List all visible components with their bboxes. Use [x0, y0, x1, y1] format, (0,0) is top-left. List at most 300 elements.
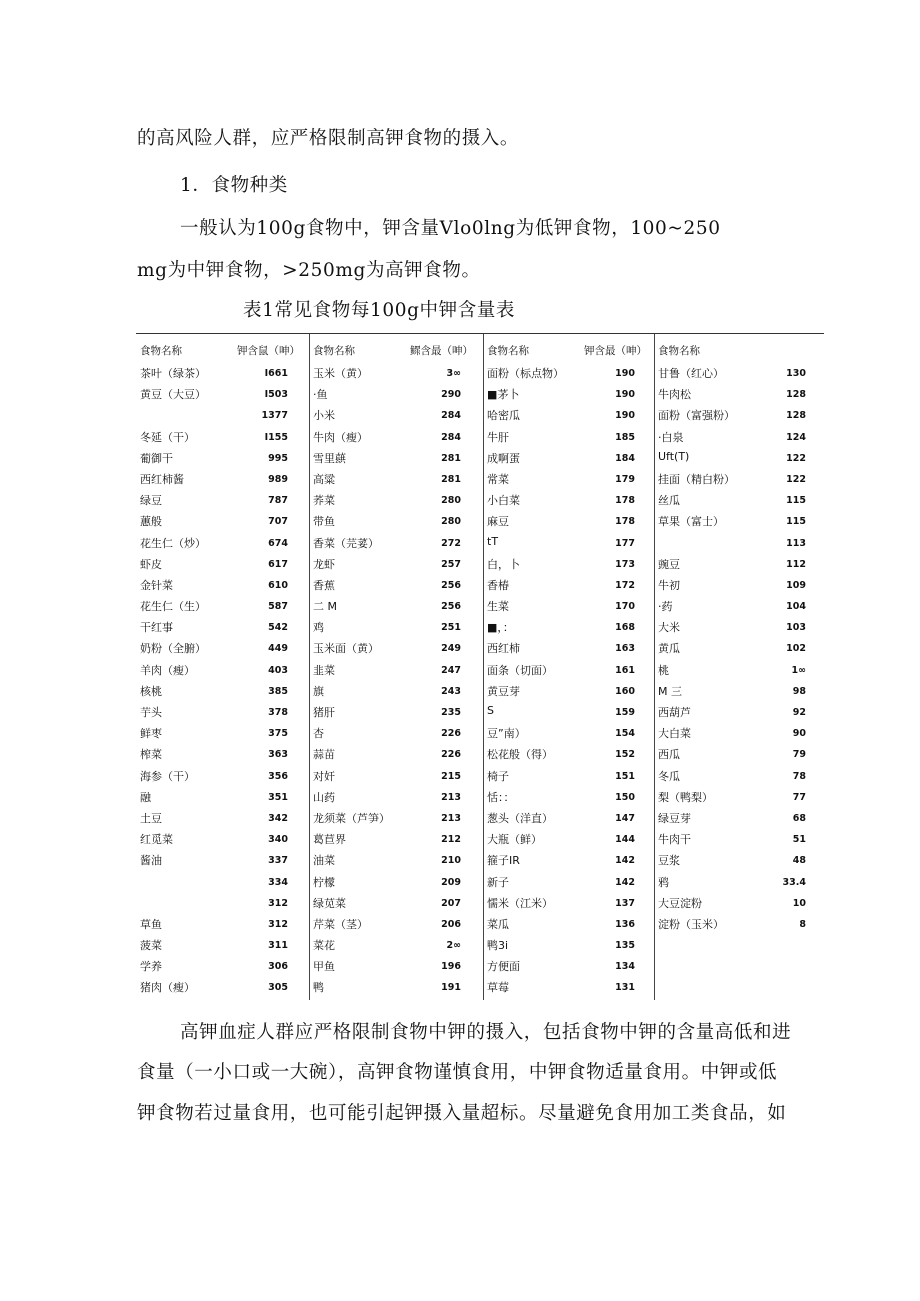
food-name: 小米 — [313, 409, 335, 423]
potassium-value: 403 — [268, 664, 288, 676]
table-row — [140, 828, 306, 849]
table-row — [313, 680, 479, 701]
table-row — [313, 574, 479, 595]
food-name: 葱头（洋直） — [487, 811, 553, 825]
potassium-value: 8 — [799, 918, 806, 930]
table-row — [313, 955, 479, 976]
table-row — [658, 574, 824, 595]
table-row — [313, 934, 479, 955]
table-row — [487, 362, 653, 383]
table-row — [658, 553, 824, 574]
food-name: ■茅卜 — [487, 388, 520, 402]
table-row — [140, 807, 306, 828]
food-name: ·药 — [658, 600, 673, 614]
food-name: 绿豆 — [140, 494, 162, 508]
food-name: 雪里蕻 — [313, 451, 346, 465]
potassium-value: 256 — [441, 601, 461, 613]
potassium-value: 159 — [615, 707, 635, 718]
potassium-value: 449 — [268, 643, 288, 655]
food-name: 懦米（江米） — [487, 896, 553, 910]
table-row — [140, 447, 306, 468]
food-name: 鸭3i — [487, 939, 509, 953]
food-name: 龙虾 — [313, 557, 335, 571]
table-row — [313, 701, 479, 722]
food-name: 油菜 — [313, 854, 335, 868]
table-row — [658, 489, 824, 510]
potassium-value: 226 — [441, 749, 461, 761]
food-name: 奶粉（全腑） — [140, 642, 206, 656]
food-name: 新子 — [487, 875, 509, 889]
table-row — [313, 510, 479, 531]
food-name: 菜瓜 — [487, 917, 509, 931]
food-name: 黄豆芽 — [487, 684, 520, 698]
table-row — [487, 532, 653, 553]
food-name: 金针菜 — [140, 578, 173, 592]
table-row — [140, 955, 306, 976]
table-row — [313, 743, 479, 764]
potassium-value: 124 — [786, 431, 806, 443]
column-header — [313, 340, 479, 362]
food-name: 羊肉（瘦） — [140, 663, 195, 677]
potassium-value: 113 — [786, 537, 806, 549]
potassium-value: 206 — [441, 918, 461, 930]
table-row — [658, 765, 824, 786]
potassium-value: 209 — [441, 876, 461, 888]
food-name: M 三 — [658, 684, 682, 698]
table-row — [658, 892, 824, 913]
potassium-value: 281 — [441, 452, 461, 464]
food-name: 牛肉（瘦） — [313, 430, 368, 444]
potassium-value: 290 — [441, 389, 461, 401]
potassium-value: 177 — [615, 537, 635, 549]
potassium-value: 3∞ — [446, 368, 461, 379]
potassium-value: 1377 — [261, 410, 288, 422]
table-row — [313, 913, 479, 934]
table-rows — [140, 362, 306, 998]
table-row — [487, 637, 653, 658]
potassium-value: 617 — [268, 558, 288, 570]
table-row — [658, 849, 824, 870]
food-name: 黄瓜 — [658, 642, 680, 656]
food-name: 香椿 — [487, 578, 509, 592]
food-name: 豆”南） — [487, 727, 526, 741]
table-top-rule — [136, 333, 824, 334]
food-name: 鲜枣 — [140, 727, 162, 741]
potassium-value: 249 — [441, 643, 461, 655]
food-name: 荞菜 — [313, 494, 335, 508]
potassium-value: 115 — [786, 495, 806, 507]
potassium-value: 305 — [268, 982, 288, 994]
table-rows — [313, 362, 479, 998]
food-name: 草鱼 — [140, 917, 162, 931]
table-row — [487, 722, 653, 743]
potassium-value: 170 — [615, 601, 635, 613]
potassium-value: 163 — [615, 643, 635, 655]
food-name: ·白泉 — [658, 430, 684, 444]
potassium-value: 33.4 — [782, 876, 806, 888]
food-name: 牛初 — [658, 578, 680, 592]
food-name: 旗 — [313, 684, 324, 698]
food-name: 海参（干） — [140, 769, 195, 783]
table-row — [140, 934, 306, 955]
table-row — [140, 765, 306, 786]
food-name: 猪肉（瘦） — [140, 981, 195, 995]
table-row — [487, 934, 653, 955]
table-row — [313, 426, 479, 447]
table-row — [313, 447, 479, 468]
potassium-value: 128 — [786, 389, 806, 401]
food-name: 土豆 — [140, 811, 162, 825]
column-header — [140, 340, 306, 362]
food-name: 方便面 — [487, 960, 520, 974]
table-row — [658, 383, 824, 404]
food-name: 大豆淀粉 — [658, 896, 702, 910]
food-name: 大米 — [658, 621, 680, 635]
header-food-name: 食物名称 — [487, 345, 529, 357]
food-name: 柠檬 — [313, 875, 335, 889]
potassium-value: 284 — [441, 431, 461, 443]
food-name: 豆浆 — [658, 854, 680, 868]
food-name: 大瓶（鲜） — [487, 833, 542, 847]
potassium-value: I155 — [264, 431, 288, 443]
food-name: 香菜（芫荽） — [313, 536, 379, 550]
table-column-3 — [483, 340, 653, 1002]
food-name: 葡御干 — [140, 451, 173, 465]
table-row — [313, 553, 479, 574]
potassium-value: 2∞ — [446, 940, 461, 952]
table-row — [140, 892, 306, 913]
food-name: 玉米（黄） — [313, 367, 368, 380]
column-header — [487, 340, 653, 362]
potassium-value: 312 — [268, 897, 288, 909]
table-row — [487, 595, 653, 616]
table-row — [140, 659, 306, 680]
food-name: 草果（富士） — [658, 515, 724, 529]
food-name: 高粱 — [313, 472, 335, 486]
food-name: 鸡 — [313, 621, 324, 635]
table-row — [313, 892, 479, 913]
table-row — [140, 680, 306, 701]
table-row — [140, 362, 306, 383]
food-name: 西葫芦 — [658, 706, 691, 719]
potassium-value: 351 — [268, 791, 288, 803]
potassium-value: 610 — [268, 579, 288, 591]
food-name: 对奸 — [313, 769, 335, 783]
potassium-value: 280 — [441, 495, 461, 507]
food-name: 淀粉（玉米） — [658, 917, 724, 931]
table-row — [140, 532, 306, 553]
paragraph-3-line-2: 食量（一小口或一大碗），高钾食物谨慎食用，中钾食物适量食用。中钾或低 — [137, 1062, 778, 1083]
table-column-4 — [654, 340, 824, 1002]
food-name: 甘鲁（红心） — [658, 367, 724, 380]
table-row — [313, 532, 479, 553]
table-row — [658, 807, 824, 828]
potassium-value: 243 — [441, 685, 461, 697]
food-name: 甲鱼 — [313, 960, 335, 974]
potassium-value: 178 — [615, 516, 635, 528]
potassium-value: 184 — [615, 452, 635, 464]
food-name: 香蕉 — [313, 578, 335, 592]
table-row — [487, 976, 653, 997]
potassium-value: 90 — [792, 728, 806, 740]
potassium-value: 378 — [268, 707, 288, 718]
potassium-value: 136 — [615, 918, 635, 930]
food-name: 面粉（标点物） — [487, 367, 564, 380]
potassium-value: 342 — [268, 812, 288, 824]
table-row — [487, 680, 653, 701]
food-name: ·鱼 — [313, 388, 328, 402]
table-row — [487, 849, 653, 870]
potassium-value: 142 — [615, 855, 635, 867]
food-name: Uft(T) — [658, 449, 690, 463]
table-row — [658, 828, 824, 849]
header-food-name: 食物名称 — [313, 345, 355, 357]
paragraph-2-line-2: mg为中钾食物，>250mg为高钾食物。 — [137, 260, 481, 281]
food-name: 芹菜（茎） — [313, 917, 368, 931]
potassium-value: 152 — [615, 749, 635, 761]
potassium-value: 151 — [615, 770, 635, 782]
table-row — [140, 383, 306, 404]
food-name: 红觅菜 — [140, 833, 173, 847]
food-name: 挂面（精白粉） — [658, 472, 735, 486]
table-row — [487, 510, 653, 531]
potassium-value: 51 — [792, 834, 806, 846]
table-row — [658, 701, 824, 722]
table-row — [658, 680, 824, 701]
potassium-value: 226 — [441, 728, 461, 740]
potassium-value: 134 — [615, 961, 635, 973]
food-name: 榨菜 — [140, 748, 162, 762]
table-row — [658, 743, 824, 764]
food-name: ■，： — [487, 621, 514, 635]
potassium-value: 115 — [786, 516, 806, 528]
food-name: 西瓜 — [658, 748, 680, 762]
potassium-value: 122 — [786, 473, 806, 485]
table-row — [140, 426, 306, 447]
section-heading: 1．食物种类 — [180, 175, 288, 196]
table-row — [140, 468, 306, 489]
food-name: 牛肉松 — [658, 388, 691, 402]
table-row — [140, 743, 306, 764]
table-row — [658, 447, 824, 468]
table-row — [487, 468, 653, 489]
food-name: 松花般（得） — [487, 748, 553, 762]
table-row — [487, 447, 653, 468]
table-row — [658, 871, 824, 892]
table-row — [487, 828, 653, 849]
food-name: 牛肝 — [487, 430, 509, 444]
food-name: 学养 — [140, 960, 162, 974]
potassium-value: 160 — [615, 685, 635, 697]
table-rows — [658, 362, 824, 934]
food-name: 丝瓜 — [658, 494, 680, 508]
header-potassium: 钾含最（呻） — [584, 345, 647, 357]
table-row — [487, 892, 653, 913]
table-row — [140, 595, 306, 616]
table-row — [140, 574, 306, 595]
food-name: 冬延（干） — [140, 430, 195, 444]
table-row — [140, 637, 306, 658]
food-name: 牛肉干 — [658, 833, 691, 847]
potassium-value: 247 — [441, 664, 461, 676]
potassium-value: 191 — [441, 982, 461, 994]
food-name: 杏 — [313, 727, 324, 741]
potassium-value: 213 — [441, 791, 461, 803]
table-row — [487, 574, 653, 595]
table-row — [313, 383, 479, 404]
table-row — [140, 404, 306, 425]
potassium-value: 251 — [441, 622, 461, 634]
potassium-value: 196 — [441, 961, 461, 973]
food-name: 桃 — [658, 663, 669, 677]
table-row — [313, 404, 479, 425]
potassium-value: 312 — [268, 918, 288, 930]
potassium-value: 787 — [268, 495, 288, 507]
table-row — [658, 404, 824, 425]
potassium-value: 356 — [268, 770, 288, 782]
table-row — [313, 828, 479, 849]
table-row — [313, 468, 479, 489]
table-row — [140, 722, 306, 743]
potassium-value: 995 — [268, 452, 288, 464]
food-name: 椅子 — [487, 769, 509, 783]
food-name: 草莓 — [487, 981, 509, 995]
food-name: 酱油 — [140, 854, 162, 868]
potassium-value: 272 — [441, 537, 461, 549]
food-name: 冬瓜 — [658, 769, 680, 783]
table-row — [140, 489, 306, 510]
potassium-value: 207 — [441, 897, 461, 909]
table-row — [140, 913, 306, 934]
food-name: 韭菜 — [313, 663, 335, 677]
food-name: S — [487, 704, 494, 717]
potassium-value: 257 — [441, 558, 461, 570]
paragraph-3-line-3: 钾食物若过量食用，也可能引起钾摄入量超标。尽量避免食用加工类食品，如 — [137, 1103, 787, 1124]
header-food-name: 食物名称 — [140, 345, 182, 357]
table-row — [313, 722, 479, 743]
food-name: 葛苣界 — [313, 833, 346, 847]
table-row — [658, 532, 824, 553]
potassium-value: 190 — [615, 368, 635, 379]
food-name: 茶叶（绿茶） — [140, 367, 206, 380]
table-row — [658, 722, 824, 743]
potassium-value: 185 — [615, 431, 635, 443]
paragraph-2-line-1: 一般认为100g食物中，钾含量Vlo0lng为低钾食物，100~250 — [180, 218, 721, 239]
paragraph-3-line-1: 高钾血症人群应严格限制食物中钾的摄入，包括食物中钾的含量高低和进 — [180, 1022, 792, 1043]
potassium-value: 256 — [441, 579, 461, 591]
food-name: 蕙般 — [140, 515, 162, 529]
potassium-value: 78 — [792, 770, 806, 782]
table-row — [487, 404, 653, 425]
potassium-value: 311 — [268, 940, 288, 952]
food-name: 哈密瓜 — [487, 409, 520, 423]
potassium-value: 542 — [268, 622, 288, 634]
table-row — [658, 616, 824, 637]
potassium-value: 280 — [441, 516, 461, 528]
food-name: 绿豆芽 — [658, 811, 691, 825]
table-row — [487, 955, 653, 976]
potassium-value: 131 — [615, 982, 635, 994]
table-row — [658, 510, 824, 531]
potassium-value: 173 — [615, 558, 635, 570]
food-name: 二 M — [313, 600, 337, 614]
table-row — [487, 659, 653, 680]
potassium-value: 130 — [786, 368, 806, 379]
table-row — [658, 786, 824, 807]
potassium-value: 122 — [786, 452, 806, 464]
table-row — [487, 743, 653, 764]
table-column-2 — [309, 340, 479, 1002]
table-row — [140, 553, 306, 574]
table-row — [313, 616, 479, 637]
food-name: 虾皮 — [140, 557, 162, 571]
food-name: 鸭 — [313, 981, 324, 995]
table-row — [658, 468, 824, 489]
food-name: 面条（切面） — [487, 663, 553, 677]
table-caption: 表1常见食物每100g中钾含量表 — [243, 300, 516, 321]
potassium-value: 281 — [441, 473, 461, 485]
table-row — [313, 659, 479, 680]
food-name: 芋头 — [140, 706, 162, 719]
potassium-value: 306 — [268, 961, 288, 973]
potassium-value: 337 — [268, 855, 288, 867]
food-name: 麻豆 — [487, 515, 509, 529]
potassium-value: 137 — [615, 897, 635, 909]
potassium-value: 587 — [268, 601, 288, 613]
potassium-value: 375 — [268, 728, 288, 740]
potassium-value: 104 — [786, 601, 806, 613]
potassium-value: 92 — [792, 707, 806, 718]
potassium-value: 334 — [268, 876, 288, 888]
food-name: 菜花 — [313, 939, 335, 953]
table-row — [140, 616, 306, 637]
potassium-value: 128 — [786, 410, 806, 422]
table-row — [487, 616, 653, 637]
food-name: 大白菜 — [658, 727, 691, 741]
potassium-value: 109 — [786, 579, 806, 591]
table-row — [658, 426, 824, 447]
potassium-value: 135 — [615, 940, 635, 952]
table-row — [487, 701, 653, 722]
table-row — [658, 637, 824, 658]
potassium-value: 150 — [615, 791, 635, 803]
paragraph-1: 的高风险人群，应严格限制高钾食物的摄入。 — [137, 128, 520, 149]
table-row — [487, 807, 653, 828]
potassium-value: 103 — [786, 622, 806, 634]
table-row — [487, 765, 653, 786]
food-name: 梨（鸭梨） — [658, 790, 713, 804]
potassium-value: 385 — [268, 685, 288, 697]
food-name: 绿苋菜 — [313, 896, 346, 910]
potassium-value: 178 — [615, 495, 635, 507]
table-row — [487, 426, 653, 447]
potassium-value: 168 — [615, 622, 635, 634]
table-row — [487, 553, 653, 574]
food-name: 面粉（富强粉） — [658, 409, 735, 423]
potassium-value: 112 — [786, 558, 806, 570]
potassium-value: 98 — [792, 685, 806, 697]
potassium-value: 10 — [792, 897, 806, 909]
header-food-name: 食物名称 — [658, 345, 700, 357]
food-name: 花生仁（生） — [140, 600, 206, 614]
food-name: 豌豆 — [658, 557, 680, 571]
food-name: 常菜 — [487, 472, 509, 486]
table-row — [658, 913, 824, 934]
potassium-value: 989 — [268, 473, 288, 485]
potassium-value: 79 — [792, 749, 806, 761]
potassium-value: 48 — [792, 855, 806, 867]
food-name: 猪肝 — [313, 706, 335, 719]
